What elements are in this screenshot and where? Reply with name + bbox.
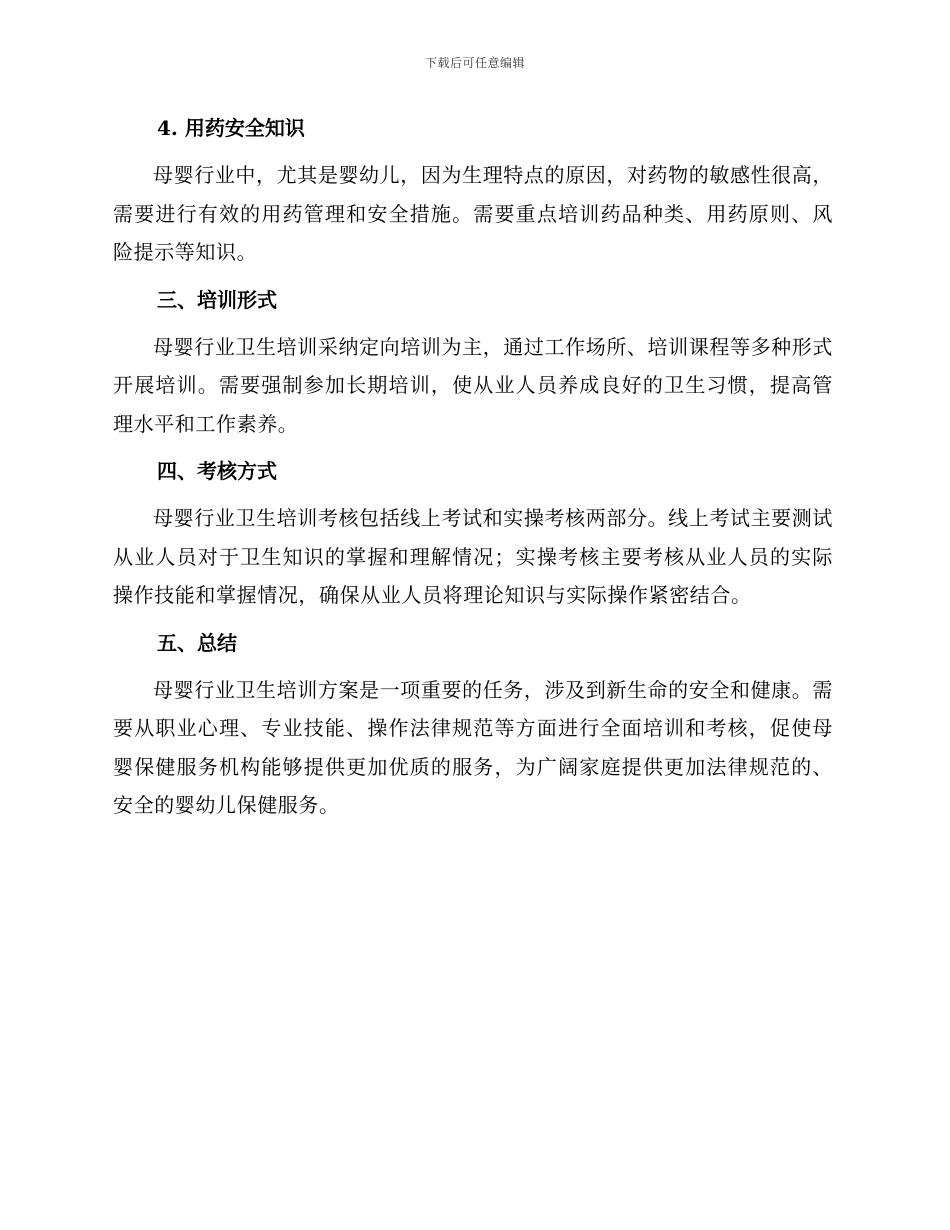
section-paragraph-training-format: 母婴行业卫生培训采纳定向培训为主，通过工作场所、培训课程等多种形式开展培训。需要强制参加长期培训，使从业人员养成良好的卫生习惯，提高管理水平和工作素养。 (113, 334, 833, 436)
section-heading-assessment-method: 四、考核方式 (157, 459, 277, 483)
section-paragraph-assessment-method: 母婴行业卫生培训考核包括线上考试和实操考核两部分。线上考试主要测试从业人员对于卫生知识的掌握和理解情况；实操考核主要考核从业人员的实际操作技能和掌握情况，确保从业人员将理论知识与实际操作紧密结合。 (113, 506, 833, 607)
document-body (113, 108, 833, 831)
section-heading-training-format: 三、培训形式 (157, 287, 277, 312)
section-heading-medication-safety: 4. 用药安全知识 (157, 116, 305, 140)
header-note: 下载后可任意编辑 (424, 56, 525, 70)
section-paragraph-summary: 母婴行业卫生培训方案是一项重要的任务，涉及到新生命的安全和健康。需要从职业心理、专业技能、操作法律规范等方面进行全面培训和考核，促使母婴保健服务机构能够提供更加优质的服务，为广阔家庭提供更加法律规范的、安全的婴幼儿保健服务。 (113, 677, 833, 817)
section-paragraph-medication-safety: 母婴行业中，尤其是婴幼儿，因为生理特点的原因，对药物的敏感性很高，需要进行有效的用药管理和安全措施。需要重点培训药品种类、用药原则、风险提示等知识。 (113, 163, 833, 264)
section-heading-summary: 五、总结 (157, 630, 237, 655)
